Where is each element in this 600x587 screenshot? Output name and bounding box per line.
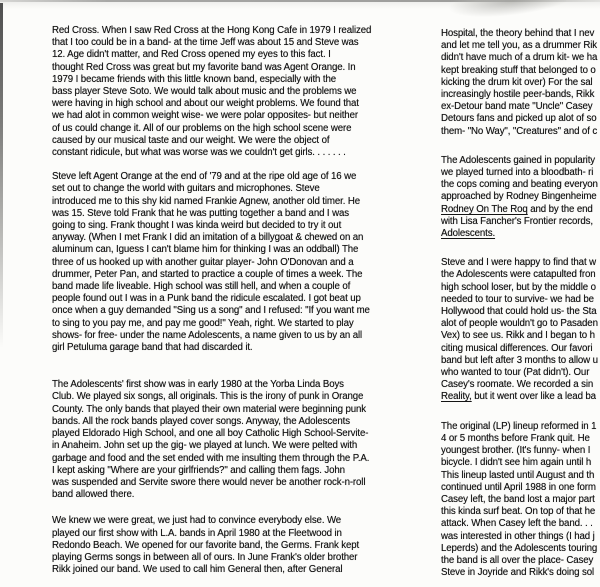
text-line: [441, 294, 600, 306]
text-segment: and let me tell you, as a drummer Rik: [441, 40, 598, 52]
text-segment: bands. All the rock bands played cover songs. Anyway, the Adolescents: [52, 415, 350, 427]
text-segment: were having in high school and about our weight problems. We found that: [52, 98, 359, 110]
text-line: [441, 65, 600, 77]
text-segment: playing Germs songs in between all of ours. In June Frank's older brother: [52, 551, 358, 563]
text-segment: of us could change it. All of our problems on the high school scene were: [52, 122, 352, 134]
text-line: [52, 379, 412, 391]
text-segment: was interested in other things (I had j: [441, 530, 595, 542]
text-segment: introduced me to this shy kid named Frankie Agnew, another old timer. He: [52, 195, 360, 207]
text-line: [52, 183, 412, 195]
text-line: [441, 77, 600, 89]
text-line: [52, 552, 412, 564]
text-segment: band allowed there.: [52, 489, 135, 501]
text-segment: Hospital, the theory behind that I nev: [441, 28, 595, 39]
text-segment: going to sing. Frank thought I was kinda weird but decided to try it out: [52, 220, 342, 232]
text-line: [441, 52, 600, 64]
text-line: [441, 228, 600, 240]
text-line: [441, 40, 600, 52]
text-line: [52, 318, 412, 330]
text-segment: Detours fans and picked up alot of so: [441, 113, 597, 125]
text-segment: but it went over like a lead ba: [471, 391, 596, 403]
text-line: [52, 257, 412, 269]
text-segment: Redondo Beach. We opened for our favorite band, the Germs. Frank kept: [52, 539, 360, 551]
text-segment: needed to tour to survive- we had be: [441, 293, 594, 305]
text-segment: with Lisa Fancher's Frontier records,: [441, 215, 593, 227]
text-segment: Leperds) and the Adolescents touring: [441, 542, 598, 554]
text-segment: the band is all over the place- Casey: [441, 554, 594, 566]
text-segment: thought Red Cross was great but my favorite band was Agent Orange. In: [52, 61, 356, 73]
underlined-text: Rodney On The Roq: [441, 203, 528, 215]
text-segment: The Adolescents gained in popularity: [441, 154, 596, 166]
text-line: [441, 113, 600, 125]
text-line: [441, 155, 600, 167]
text-segment: high school loser, but by the middle o: [441, 281, 596, 293]
text-segment: kept breaking stuff that belonged to o: [441, 64, 596, 76]
text-line: [441, 167, 600, 179]
paragraph: [441, 155, 600, 240]
text-segment: shows- for free- under the name Adolescents, a name given to us by an all: [52, 329, 363, 341]
text-segment: who wanted to tour (Pat didn't). Our: [441, 367, 590, 379]
text-line: [441, 318, 600, 330]
text-segment: increasingly hostile peer-bands, Rikk: [441, 89, 595, 101]
text-segment: people found out I was in a Punk band the ridicule escalated. I got beat up: [52, 293, 361, 305]
text-segment: Red Cross. When I saw Red Cross at the Hong Kong Cafe in 1979 I realized: [52, 25, 372, 36]
text-segment: bass player Steve Soto. We would talk about music and the problems we: [52, 86, 357, 98]
paragraph: [441, 421, 600, 580]
text-line: [52, 110, 412, 122]
text-line: [52, 293, 412, 305]
text-segment: played our first show with L.A. bands in April 1980 at the Fleetwood in: [52, 527, 342, 539]
text-line: [441, 191, 600, 203]
text-segment: this kinda surf beat. On top of that he: [441, 506, 596, 518]
text-line: [52, 477, 412, 489]
text-line: [441, 269, 600, 281]
text-segment: 4 or 5 months before Frank quit. He: [441, 432, 590, 444]
text-line: [52, 453, 412, 465]
text-line: [441, 179, 600, 191]
text-line: [52, 416, 412, 428]
text-segment: 12. Age didn't matter, and Red Cross opened my eyes to this fact. I: [52, 49, 331, 61]
text-segment: anyway. (When I met Frank I did an imitation of a billygoat & chewed on an: [52, 232, 364, 244]
text-line: [52, 564, 412, 576]
text-line: [441, 391, 600, 403]
text-line: [52, 281, 412, 293]
text-line: [441, 494, 600, 506]
text-segment: Steve left Agent Orange at the end of '79 and at the ripe old age of 16 we: [52, 171, 357, 183]
text-line: [441, 518, 600, 530]
text-line: [441, 28, 600, 40]
text-segment: the cops coming and beating everyon: [441, 179, 598, 191]
text-line: [52, 428, 412, 440]
text-line: [52, 269, 412, 281]
text-segment: drummer, Peter Pan, and started to practice a couple of times a week. The: [52, 268, 363, 280]
text-line: [52, 342, 412, 354]
text-line: [441, 204, 600, 216]
text-line: [52, 171, 412, 183]
paragraph: [52, 515, 412, 576]
text-segment: Steve and I were happy to find that w: [441, 257, 596, 269]
text-line: [52, 465, 412, 477]
text-line: [52, 330, 412, 342]
text-segment: youngest brother. (It's funny- when I: [441, 445, 591, 457]
text-segment: Club. We played six songs, all originals. This is the irony of punk in Orange: [52, 391, 364, 403]
text-line: [52, 123, 412, 135]
text-line: [52, 135, 412, 147]
text-segment: This lineup lasted until August and th: [441, 469, 595, 481]
text-segment: We knew we were great, we just had to convince everybody else. We: [52, 515, 342, 527]
text-line: [441, 457, 600, 469]
text-segment: Vex) to see us. Rikk and I began to h: [441, 330, 595, 342]
text-line: [441, 543, 600, 555]
text-line: [52, 528, 412, 540]
text-segment: caused by our musical taste and our weight. We were the object of: [52, 134, 330, 146]
text-segment: the Adolescents were catapulted fron: [441, 269, 596, 281]
text-segment: and by the end: [527, 203, 593, 215]
text-segment: to sing to you pay me, and pay me good!" Yeah, right. We started to play: [52, 317, 354, 329]
paragraph: [52, 25, 412, 159]
text-segment: played Eldorado High School, and one all boy Catholic High School-Servite-: [52, 428, 369, 440]
text-segment: band but left after 3 months to allow u: [441, 354, 598, 366]
text-segment: The original (LP) lineup reformed in 1: [441, 420, 597, 432]
text-line: [52, 49, 412, 61]
paragraph: [52, 171, 412, 354]
text-segment: approached by Rodney Bingenheime: [441, 191, 597, 203]
text-line: [441, 421, 600, 433]
paragraph: [441, 257, 600, 403]
text-segment: Casey left, the band lost a major part: [441, 493, 595, 505]
text-line: [52, 98, 412, 110]
text-line: [441, 330, 600, 342]
text-line: [52, 440, 412, 452]
text-segment: bicycle. I didn't see him again until h: [441, 457, 592, 469]
text-segment: that I too could be in a band- at the time Jeff was about 15 and Steve was: [52, 37, 359, 49]
text-line: [441, 306, 600, 318]
text-segment: 1979 I became friends with this little known band, especially with the: [52, 73, 336, 85]
text-line: [52, 147, 412, 159]
text-line: [441, 257, 600, 269]
text-segment: kicking the drum kit over) For the sal: [441, 76, 593, 88]
text-line: [52, 404, 412, 416]
paragraph: [52, 379, 412, 501]
text-segment: constant ridicule, but what was worse was we couldn't get girls. . . . . . .: [52, 147, 346, 159]
text-segment: citing musical differences. Our favori: [441, 342, 593, 354]
text-line: [52, 244, 412, 256]
underlined-text: Reality,: [441, 391, 472, 403]
text-segment: once when a guy demanded "Sing us a song" and I refused: "If you want me: [52, 305, 370, 317]
text-segment: I kept asking "Where are your girlfriends?" and calling them fags. John: [52, 464, 345, 476]
text-line: [52, 232, 412, 244]
text-line: [52, 25, 412, 37]
text-line: [441, 379, 600, 391]
text-line: [441, 531, 600, 543]
text-segment: attack. When Casey left the band. . .: [441, 518, 593, 530]
text-segment: we played turned into a bloodbath- ri: [441, 167, 594, 179]
text-line: [441, 445, 600, 457]
text-line: [52, 62, 412, 74]
text-segment: didn't have much of a drum kit- we ha: [441, 52, 598, 64]
text-segment: aluminum can, Iguess I can't blame him for thinking I was an oddball) The: [52, 244, 359, 256]
text-line: [52, 208, 412, 220]
paragraph: [441, 28, 600, 138]
text-line: [441, 101, 600, 113]
text-line: [441, 367, 600, 379]
scan-left-edge-line: [0, 3, 3, 348]
text-segment: girl Petuluma garage band that had discarded it.: [52, 342, 253, 354]
text-line: [441, 282, 600, 294]
text-column-left: [52, 25, 412, 576]
text-line: [441, 555, 600, 567]
text-segment: The Adolescents' first show was in early 1980 at the Yorba Linda Boys: [52, 379, 344, 391]
text-segment: three of us hooked up with another guitar player- John O'Donovan and a: [52, 256, 354, 268]
text-line: [441, 355, 600, 367]
text-segment: garbage and food and the set ended with me insulting them through the P.A.: [52, 452, 370, 464]
text-segment: was 15. Steve told Frank that he was putting together a band and I was: [52, 207, 349, 219]
text-line: [52, 305, 412, 317]
text-segment: set out to change the world with guitars and microphones. Steve: [52, 183, 320, 195]
text-line: [52, 196, 412, 208]
text-line: [441, 89, 600, 101]
text-segment: we had alot in common weight wise- we were polar opposites- but neither: [52, 110, 358, 122]
text-segment: Casey's roomate. We recorded a sin: [441, 379, 594, 391]
text-line: [441, 470, 600, 482]
text-line: [52, 74, 412, 86]
text-line: [52, 86, 412, 98]
text-segment: continued until April 1988 in one form: [441, 481, 596, 493]
text-line: [441, 433, 600, 445]
text-segment: Rikk joined our band. We used to call him General then, after General: [52, 564, 343, 576]
text-segment: them- "No Way", "Creatures" and of c: [441, 125, 598, 137]
text-line: [52, 220, 412, 232]
text-segment: County. The only bands that played their own material were beginning punk: [52, 403, 366, 415]
text-segment: Hollywood that could hold us- the Sta: [441, 306, 597, 318]
text-segment: ex-Detour band mate "Uncle" Casey: [441, 101, 593, 113]
text-line: [52, 540, 412, 552]
text-line: [52, 515, 412, 527]
text-line: [441, 482, 600, 494]
text-line: [441, 567, 600, 579]
scan-smudge: [447, 0, 567, 23]
text-line: [441, 126, 600, 138]
text-segment: in Anaheim. John set up the gig- we played at lunch. We were pelted with: [52, 440, 358, 452]
text-segment: was suspended and Servite swore there would never be another rock-n-roll: [52, 476, 366, 488]
text-column-right: [441, 28, 600, 579]
underlined-text: Adolescents.: [441, 228, 496, 240]
text-line: [52, 37, 412, 49]
text-line: [441, 506, 600, 518]
text-line: [441, 343, 600, 355]
text-line: [52, 489, 412, 501]
text-segment: Steve in Joyride and Rikk's doing sol: [441, 567, 595, 579]
text-segment: alot of people wouldn't go to Pasaden: [441, 318, 598, 330]
text-segment: band made life liveable. High school was still hell, and when a couple of: [52, 281, 351, 293]
text-line: [52, 391, 412, 403]
text-line: [441, 216, 600, 228]
